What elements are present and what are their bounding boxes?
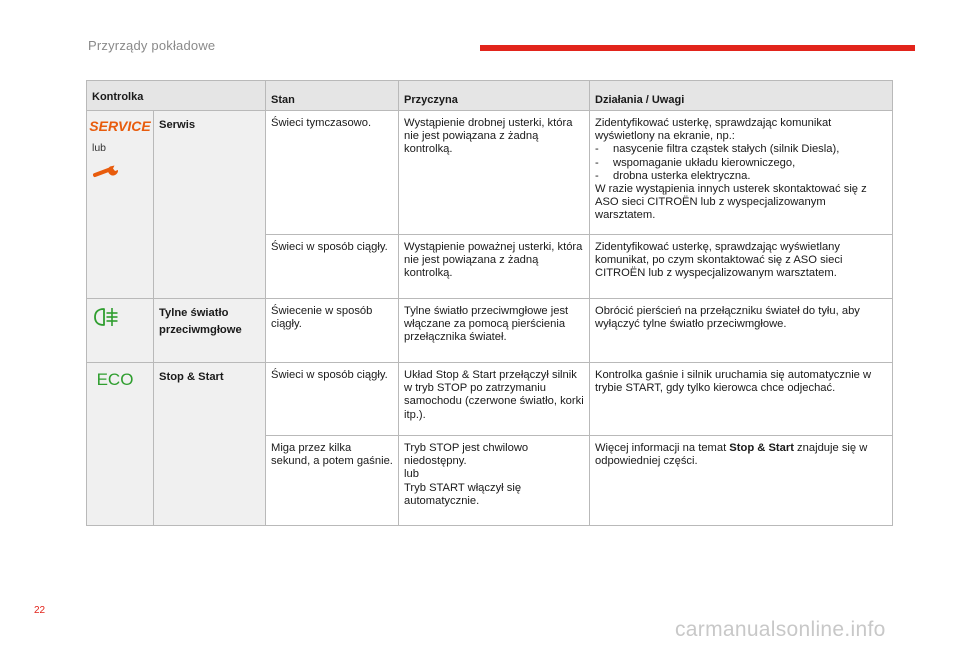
alt-word: lub bbox=[92, 142, 107, 154]
cause-line: Tryb STOP jest chwilowo niedostępny. bbox=[404, 442, 529, 468]
action-list-item: - nasycenie filtra cząstek stałych (silnik Diesla), bbox=[595, 143, 887, 156]
rear-fog-light-icon bbox=[92, 305, 122, 329]
stopstart-cause-1: Układ Stop & Start przełączył silnik w tryb STOP po zatrzymaniu samochodu (czerwone światło, korki itp.). bbox=[399, 363, 590, 436]
action-prefix: Więcej informacji na temat bbox=[595, 442, 730, 454]
stopstart-state-2: Miga przez kilka sekund, a potem gaśnie. bbox=[266, 436, 399, 526]
fog-icon-cell bbox=[87, 299, 154, 363]
page-number: 22 bbox=[34, 605, 46, 616]
action-bold-link: Stop & Start bbox=[729, 442, 794, 454]
cause-line: lub bbox=[404, 468, 419, 481]
action-list-item: - drobna usterka elektryczna. bbox=[595, 170, 887, 183]
serwis-state-2: Świeci w sposób ciągły. bbox=[266, 235, 399, 299]
serwis-icon-cell bbox=[87, 111, 154, 299]
column-header-dzialania: Działania / Uwagi bbox=[590, 81, 893, 111]
table-header-row bbox=[87, 81, 893, 111]
serwis-cause-2: Wystąpienie poważnej usterki, która nie jest powiązana z żadną kontrolką. bbox=[399, 235, 590, 299]
serwis-action-2: Zidentyfikować usterkę, sprawdzając wyświetlany komunikat, po czym skontaktować się z ASO sieci CITROËN lub z wyspecjalizowanym warsztatem. bbox=[590, 235, 893, 299]
service-icon bbox=[89, 117, 151, 135]
column-header-stan: Stan bbox=[266, 81, 399, 111]
action-intro: Zidentyfikować usterkę, sprawdzając komunikat wyświetlony na ekranie, np.: bbox=[595, 117, 832, 143]
section-title: Przyrządy pokładowe bbox=[88, 38, 216, 53]
service-icon-label: SERVICE bbox=[89, 118, 151, 134]
eco-icon-label: ECO bbox=[96, 370, 134, 389]
serwis-cause-1: Wystąpienie drobnej usterki, która nie jest powiązana z żadną kontrolką. bbox=[399, 111, 590, 235]
cause-line: Tryb START włączył się automatycznie. bbox=[404, 481, 522, 507]
stopstart-state-1: Świeci w sposób ciągły. bbox=[266, 363, 399, 436]
column-header-kontrolka: Kontrolka bbox=[87, 81, 266, 111]
action-suffix: znajduje się w odpowiedniej części. bbox=[595, 442, 868, 468]
stopstart-name: Stop & Start bbox=[154, 363, 266, 526]
header-accent-bar bbox=[480, 45, 915, 51]
serwis-name: Serwis bbox=[154, 111, 266, 299]
column-header-przyczyna: Przyczyna bbox=[399, 81, 590, 111]
fog-name: Tylne światło przeciwmgłowe bbox=[154, 299, 266, 363]
table-row bbox=[87, 111, 893, 235]
stopstart-action-2 bbox=[590, 436, 893, 526]
stopstart-action-1: Kontrolka gaśnie i silnik uruchamia się automatycznie w trybie START, gdy tylko kierowca chce odjechać. bbox=[590, 363, 893, 436]
table-row bbox=[87, 299, 893, 363]
watermark: carmanualsonline.info bbox=[675, 618, 886, 641]
wrench-icon bbox=[92, 163, 122, 179]
eco-icon bbox=[92, 369, 138, 389]
serwis-action-1 bbox=[590, 111, 893, 235]
table-row bbox=[87, 363, 893, 436]
fog-state: Świecenie w sposób ciągły. bbox=[266, 299, 399, 363]
stopstart-cause-2 bbox=[399, 436, 590, 526]
serwis-state-1: Świeci tymczasowo. bbox=[266, 111, 399, 235]
stopstart-icon-cell bbox=[87, 363, 154, 526]
action-outro: W razie wystąpienia innych usterek skontaktować się z ASO sieci CITROËN lub z wyspecjalizowanym warsztatem. bbox=[595, 183, 867, 222]
warning-lamps-table bbox=[86, 80, 893, 526]
fog-action: Obrócić pierścień na przełączniku świateł do tyłu, aby wyłączyć tylne światło przeciwmgłowe. bbox=[590, 299, 893, 363]
action-list-item: - wspomaganie układu kierowniczego, bbox=[595, 157, 887, 170]
fog-cause: Tylne światło przeciwmgłowe jest włączane za pomocą pierścienia przełącznika świateł. bbox=[399, 299, 590, 363]
